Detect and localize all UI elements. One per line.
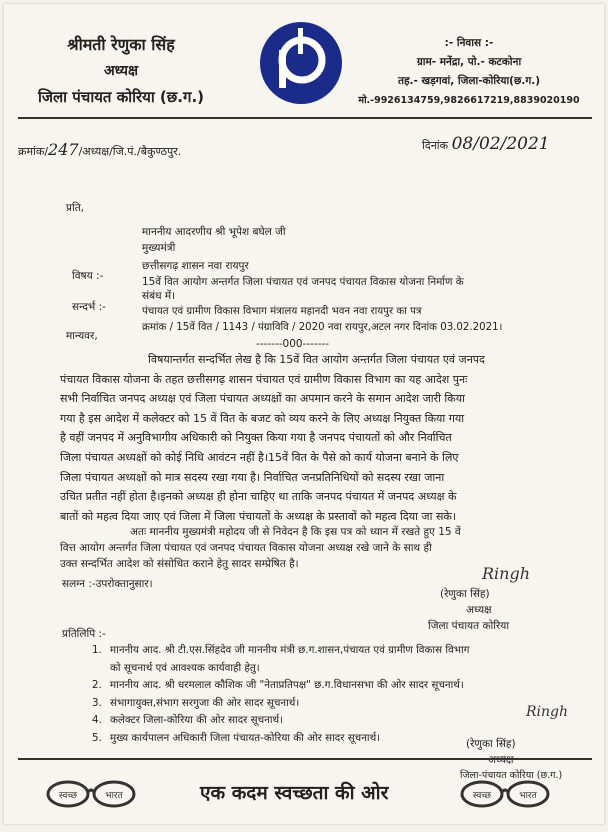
body-line: पंचायत विकास योजना के तहत छत्तीसगढ़ शासन पंचायत एवं ग्रामीण विकास विभाग का यह आदेश पुनः — [60, 372, 468, 386]
body-line: गया है इस आदेश में कलेक्टर को 15 वें वित के बजट को व्यय करने के लिए अध्यक्ष नियुक्त किया गया — [60, 411, 465, 425]
body-line: है वहीं जनपद में अनुविभागीय अधिकारी को नियुक्त किया गया है जनपद पंचायतों को और निर्वाचित — [60, 431, 452, 445]
reference-line-2: क्रमांक / 15वें वित / 1143 / पंग्राविवि / 2020 नवा रायपुर,अटल नगर दिनांक 03.02.2021। — [142, 322, 503, 333]
reference-section-label: सन्दर्भ :- — [72, 301, 106, 313]
signature-2-handwriting: Ringh — [526, 704, 569, 720]
body-paragraph — [60, 350, 550, 526]
header-divider — [18, 117, 592, 119]
addressee-line-2: मुख्यमंत्री — [142, 242, 176, 254]
glass-right-text: भारत — [105, 791, 123, 801]
body-line: बातों को महत्व दिया जाए एवं जिला में जिला पंचायतों के अध्यक्ष के प्रस्तावों को महत्व दिया जा सके। — [60, 509, 456, 523]
signature-1-name: (रेणुका सिंह) — [440, 588, 490, 600]
copy-item-text: मुख्य कार्यपालन अधिकारी जिला पंचायत-कोरिया की ओर सादर सूचनार्थ। — [110, 731, 381, 744]
copy-list — [92, 642, 562, 748]
letter-page — [4, 4, 604, 824]
letter-date — [422, 134, 550, 154]
copy-list-item — [92, 642, 562, 677]
swachh-bharat-glasses-icon-right — [458, 776, 558, 814]
glass-left-text: स्वच्छ — [58, 791, 78, 801]
copy-list-item — [92, 695, 562, 713]
body-line: सभी निर्वाचित जनपद अध्यक्ष एवं जिला पंचायत अध्यक्षों का अपमान करने के समान आदेश जारी किया — [60, 392, 465, 406]
copy-item-text: को सूचनार्थ एवं आवश्यक कार्यवाही हेतु। — [110, 661, 260, 674]
copy-item-text: माननीय आद. श्री धरमलाल कौशिक जी "नेताप्रतिपक्ष" छ.ग.विधानसभा की ओर सादर सूचनार्थ। — [110, 679, 464, 692]
signature-1-handwriting: Ringh — [482, 564, 531, 583]
reference-line-1: पंचायत एवं ग्रामीण विकास विभाग मंत्रालय महानदी भवन नवा रायपुर का पत्र — [142, 306, 422, 317]
reference-number — [18, 140, 181, 159]
enclosure: सलग्न :-उपरोक्तानुसार। — [62, 578, 153, 590]
residence-village: ग्राम- मनेंद्रा, पो.- कटकोना — [416, 56, 522, 68]
copy-item-number: 2. — [92, 679, 102, 692]
panchayat-logo — [260, 22, 342, 104]
copy-heading: प्रतिलिपि :- — [62, 628, 106, 640]
copy-item-text: संभागायुक्त,संभाग सरगुजा की ओर सादर सूचनार्थ। — [110, 696, 300, 709]
footer-slogan: एक कदम स्वच्छता की ओर — [200, 782, 389, 804]
copy-item-text: माननीय आद. श्री टी.एस.सिंहदेव जी माननीय मंत्री छ.ग.शासन,पंचायत एवं ग्रामीण विकास विभाग — [110, 644, 470, 656]
copy-item-number: 4. — [92, 714, 102, 727]
date-label: दिनांक — [422, 139, 449, 152]
swachh-bharat-glasses-icon-left — [44, 776, 144, 814]
copy-item-text: कलेक्टर जिला-कोरिया की ओर सादर सूचनार्थ। — [110, 714, 284, 727]
copy-list-item — [92, 677, 562, 695]
copy-item-number: 5. — [92, 731, 102, 744]
glass-left-text: स्वच्छ — [472, 791, 492, 801]
panchayat-logo-icon — [260, 22, 342, 104]
subject-label: विषय :- — [72, 270, 104, 282]
addressee-line-3: छत्तीसगढ़ शासन नवा रायपुर — [142, 260, 249, 272]
closing-line: अतः माननीय मुख्यमंत्री महोदय जी से निवेदन है कि इस पत्र को ध्यान में रखते हुए 15 वें — [130, 526, 461, 538]
addressee-line-1: माननीय आदरणीय श्री भूपेश बघेल जी — [142, 226, 286, 238]
separator: -------000------- — [256, 338, 330, 350]
closing-line: उक्त सन्दर्भित आदेश को संसोधित कराने हेतु सादर सम्प्रेषित है। — [60, 558, 299, 570]
date-handwritten: 08/02/2021 — [451, 134, 550, 154]
letterhead-left — [26, 32, 216, 110]
signature-2-designation: अध्यक्ष — [488, 754, 514, 766]
signature-2-name: (रेणुका सिंह) — [466, 738, 516, 750]
reference-suffix: /अध्यक्ष/जि.पं./बैकुण्ठपुर. — [78, 145, 182, 158]
body-line: जिला पंचायत अध्यक्षों को कोई निधि आवंटन नहीं है।15वें वित के पैसे को कार्य योजना बनाने के लिए — [60, 450, 459, 464]
prati-label: प्रति, — [66, 202, 85, 214]
residence-heading: :- निवास :- — [444, 37, 494, 49]
residence-tehsil: तह.- खड़गवां, जिला-कोरिया(छ.ग.) — [397, 75, 541, 87]
salutation: मान्यवर, — [66, 330, 98, 342]
signature-1-office: जिला पंचायत कोरिया — [428, 620, 510, 632]
letterhead-right — [344, 34, 594, 110]
subject-line-2: संबंध में। — [142, 290, 176, 302]
footer-divider — [18, 758, 592, 760]
closing-line: वित्त आयोग अन्तर्गत जिला पंचायत एवं जनपद पंचायत विकास योजना अध्यक्ष रखे जाने के साथ ही — [60, 542, 432, 554]
subject-line-1: 15वें वित आयोग अन्तर्गत जिला पंचायत एवं जनपद पंचायत विकास योजना निर्माण के — [142, 276, 464, 288]
letterhead-office: जिला पंचायत कोरिया (छ.ग.) — [38, 88, 204, 106]
body-line: विषयान्तर्गत सन्दर्भित लेख है कि 15वें वित आयोग अन्तर्गत जिला पंचायत एवं जनपद — [148, 353, 485, 366]
copy-item-number: 1. — [92, 644, 102, 656]
signature-2-office: जिला-पंचायत कोरिया (छ.ग.) — [460, 770, 563, 781]
copy-list-item — [92, 712, 562, 730]
body-line: उचित प्रतीत नहीं होता है।इनको अध्यक्ष ही होना चाहिए था ताकि जनपद पंचायत में जनपद अध्यक्ष के — [60, 490, 457, 504]
copy-item-number: 3. — [92, 696, 102, 709]
reference-handwritten-number: 247 — [48, 140, 79, 159]
letterhead-designation: अध्यक्ष — [103, 63, 139, 79]
closing-paragraph — [60, 524, 550, 572]
mobile-numbers: मो.-9926134759,9826617219,8839020190 — [358, 95, 580, 106]
reference-label: क्रमांक/ — [18, 145, 49, 158]
letterhead-name: श्रीमती रेणुका सिंह — [67, 35, 175, 54]
signature-1-designation: अध्यक्ष — [466, 604, 492, 616]
glass-right-text: भारत — [519, 791, 537, 801]
body-line: जिला पंचायत अध्यक्षों को मात्र सदस्य रखा गया है। निर्वाचित जनप्रतिनिधियों को सदस्य रखा जाना — [60, 470, 445, 484]
